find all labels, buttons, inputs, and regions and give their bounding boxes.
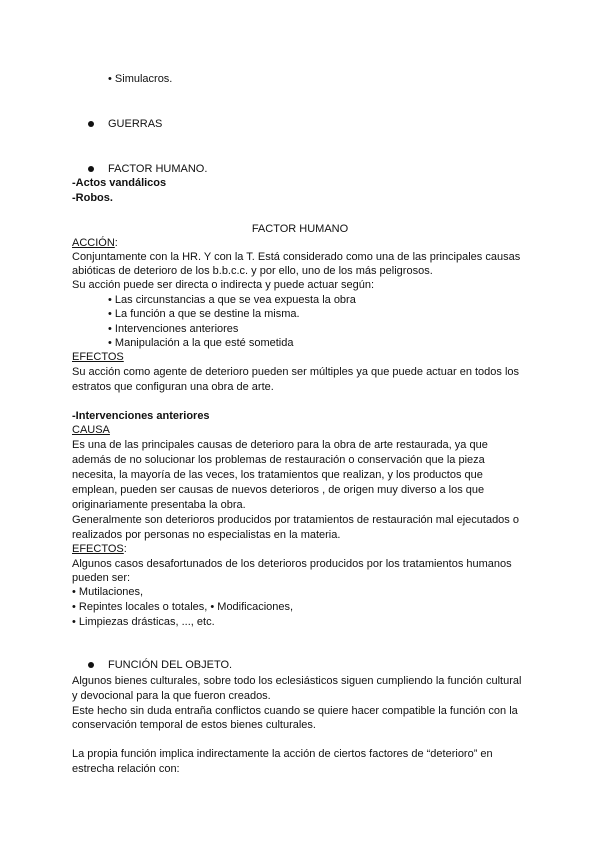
item-actos-vandalicos: -Actos vandálicos bbox=[72, 177, 167, 189]
causa-line: Generalmente son deterioros producidos por tratamientos de restauración mal ejecutados o bbox=[72, 514, 519, 526]
heading-guerras: GUERRAS bbox=[108, 118, 163, 130]
section-title: FACTOR HUMANO bbox=[251, 223, 349, 235]
funcion-heading: FUNCIÓN DEL OBJETO. bbox=[108, 659, 233, 671]
funcion-line: Algunos bienes culturales, sobre todo los eclesiásticos siguen cumpliendo la función cultural bbox=[72, 675, 522, 687]
efectos-line: estratos que configuran una obra de arte. bbox=[72, 381, 274, 393]
bullet-dot bbox=[88, 166, 94, 172]
item-robos: -Robos. bbox=[72, 192, 113, 204]
efectos-line: Su acción como agente de deterioro pueden ser múltiples ya que puede actuar en todos los bbox=[72, 366, 520, 378]
accion-line: Conjuntamente con la HR. Y con la T. Está considerado como una de las principales causas bbox=[72, 251, 521, 263]
efectos2-line: • Limpiezas drásticas, ..., etc. bbox=[72, 616, 215, 628]
causa-line: originariamente presentaba la obra. bbox=[72, 499, 246, 511]
accion-list-item: • La función a que se destine la misma. bbox=[108, 308, 300, 320]
causa-line: Es una de las principales causas de deterioro para la obra de arte restaurada, ya que bbox=[72, 439, 488, 451]
bullet-dot bbox=[88, 662, 94, 668]
accion-list-item: • Las circunstancias a que se vea expuesta la obra bbox=[108, 294, 356, 306]
bullet-dot bbox=[88, 121, 94, 127]
causa-line: necesita, la mayoría de las veces, los tratamientos que realizan, y los productos que bbox=[72, 469, 483, 481]
list-item-simulacros: • Simulacros. bbox=[108, 73, 173, 85]
heading-factor-humano-bullet: FACTOR HUMANO. bbox=[108, 163, 208, 175]
causa-line: además de no solucionar los problemas de restauración o conservación que la pieza bbox=[72, 454, 485, 466]
causa-line: emplean, pueden ser causas de nuevos deterioros , de origen muy diverso a los que bbox=[72, 484, 485, 496]
accion-list-item: • Intervenciones anteriores bbox=[108, 323, 239, 335]
funcion-line: y devocional para la que fueron creados. bbox=[72, 690, 271, 702]
accion-list-item: • Manipulación a la que esté sometida bbox=[108, 337, 294, 349]
causa-heading: CAUSA bbox=[72, 424, 110, 436]
accion-line: Su acción puede ser directa o indirecta y puede actuar según: bbox=[72, 279, 375, 291]
efectos2-heading-colon: : bbox=[123, 543, 127, 555]
efectos2-heading bbox=[72, 542, 127, 556]
accion-heading bbox=[72, 236, 118, 250]
accion-heading-colon: : bbox=[114, 237, 118, 249]
efectos2-heading-text: EFECTOS bbox=[72, 543, 124, 555]
efectos2-line: • Repintes locales o totales, • Modificaciones, bbox=[72, 601, 294, 613]
causa-line: realizados por personas no especialistas en la materia. bbox=[72, 529, 341, 541]
efectos-heading: EFECTOS bbox=[72, 351, 124, 363]
efectos2-line: pueden ser: bbox=[72, 572, 131, 584]
efectos2-line: • Mutilaciones, bbox=[72, 586, 144, 598]
funcion-line: estrecha relación con: bbox=[72, 763, 180, 775]
efectos2-line: Algunos casos desafortunados de los deterioros producidos por los tratamientos humanos bbox=[72, 558, 512, 570]
intervenciones-heading: -Intervenciones anteriores bbox=[72, 410, 210, 422]
accion-heading-text: ACCIÓN bbox=[72, 237, 115, 249]
funcion-line: conservación temporal de estos bienes culturales. bbox=[72, 719, 316, 731]
accion-line: abióticas de deterioro de los b.b.c.c. y por ello, uno de los más peligrosos. bbox=[72, 265, 433, 277]
funcion-line: Este hecho sin duda entraña conflictos cuando se quiere hacer compatible la función con la bbox=[72, 705, 518, 717]
funcion-line: La propia función implica indirectamente la acción de ciertos factores de “deterioro” en bbox=[72, 748, 493, 760]
